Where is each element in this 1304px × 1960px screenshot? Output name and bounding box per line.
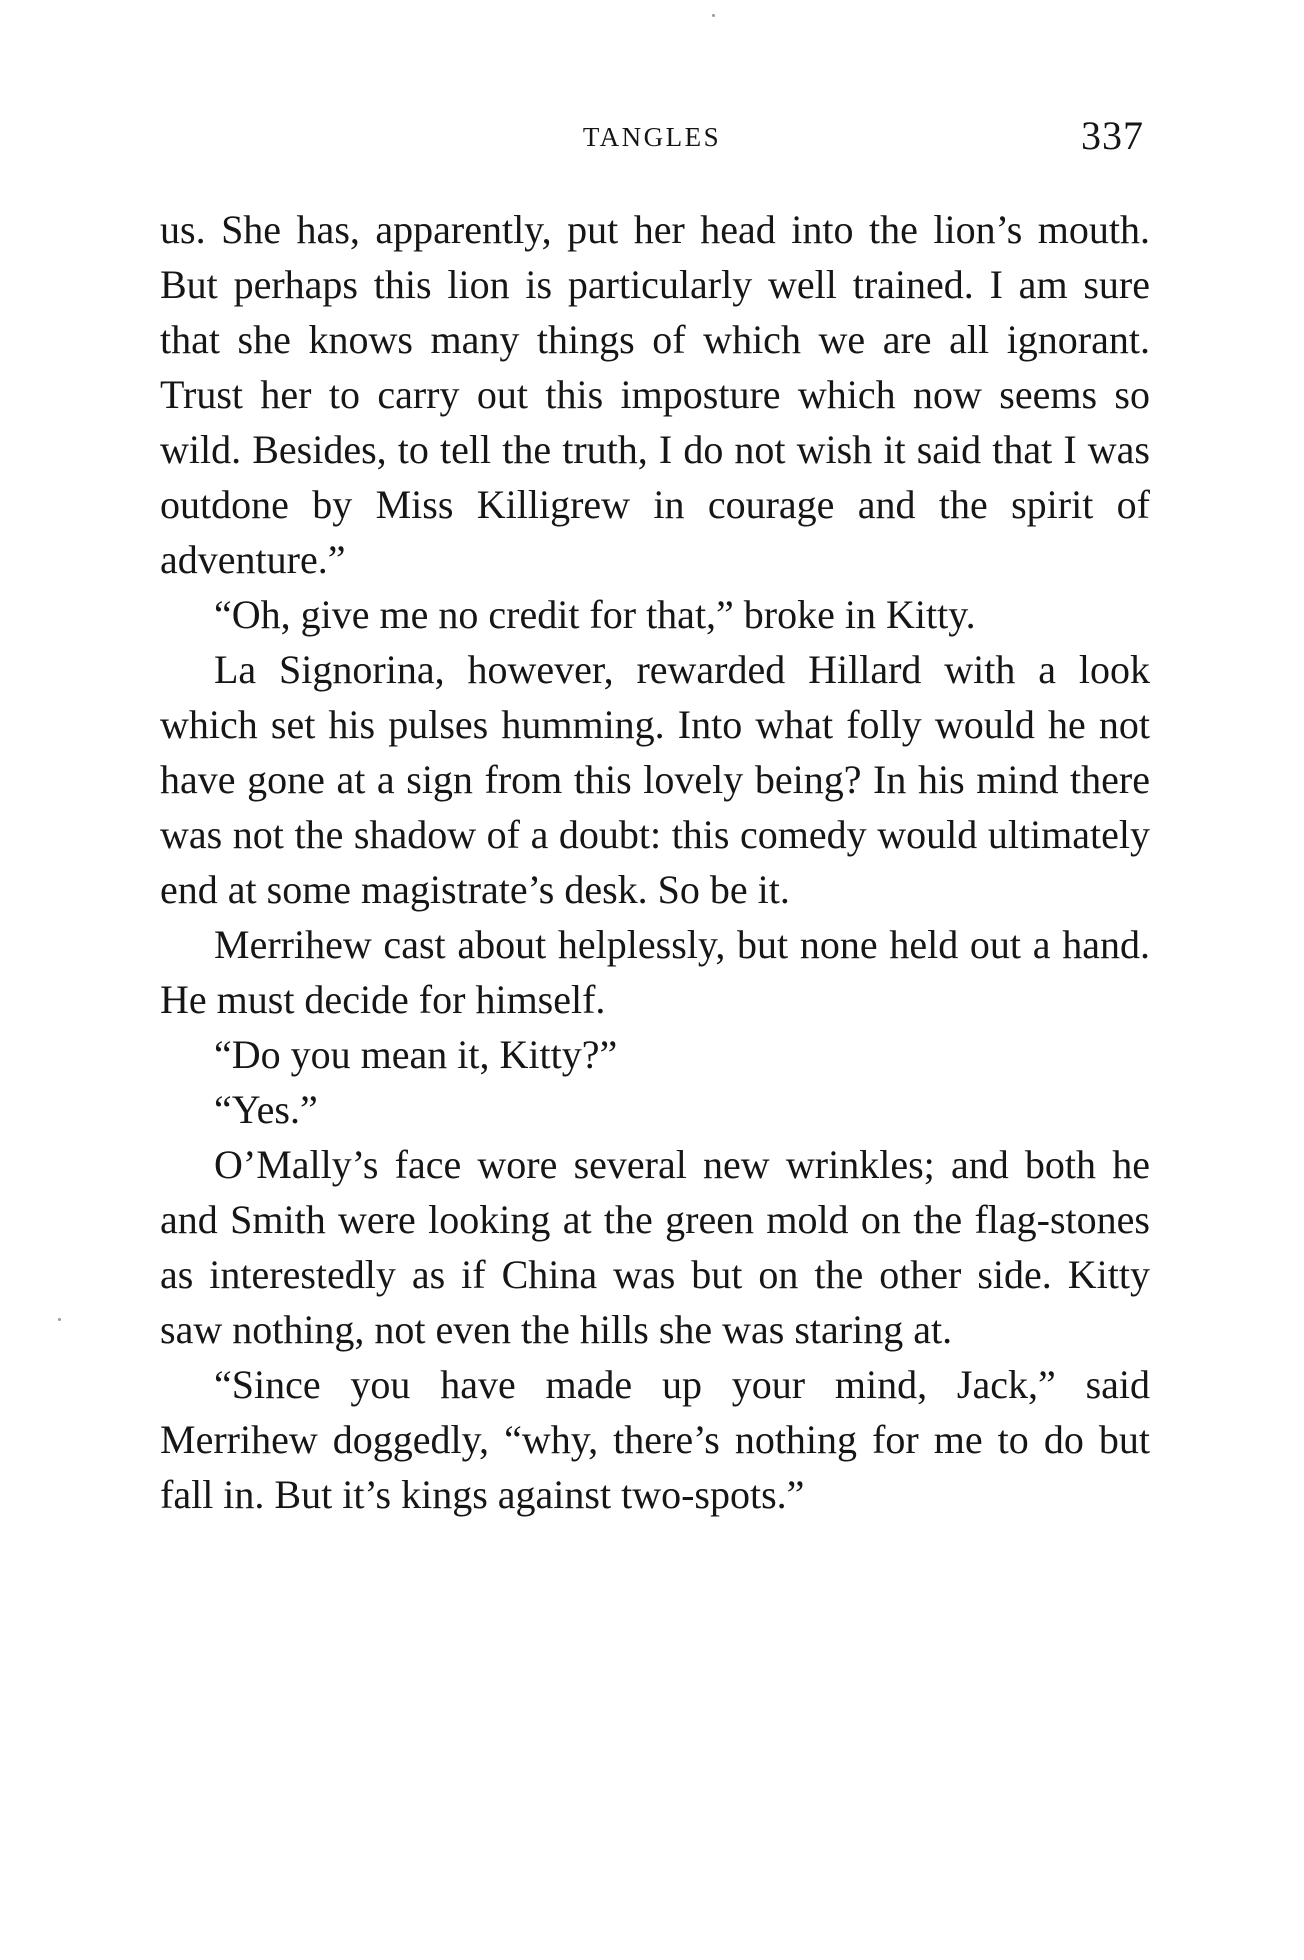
- paragraph: “Yes.”: [214, 1087, 318, 1132]
- paragraph: La Signorina, however, rewarded Hillard with a look which set his pulses humming. Into what folly would he not have gone at a sign from this lovely being? In his mind there was not the shadow of a doubt: this comedy would ultimately end at some magistrate’s desk. So be it.: [160, 647, 1150, 912]
- paragraph: “Oh, give me no credit for that,” broke in Kitty.: [214, 592, 976, 637]
- page-header: [160, 112, 1144, 172]
- page-number: 337: [1081, 113, 1144, 158]
- body-text: [160, 202, 1150, 1522]
- paragraph: “Since you have made up your mind, Jack,” said Merrihew doggedly, “why, there’s nothing for me to do but fall in. But it’s kings against two-spots.”: [160, 1362, 1150, 1517]
- paper-speck: [712, 14, 715, 17]
- paragraph: Merrihew cast about helplessly, but none held out a hand. He must decide for himself.: [160, 922, 1150, 1022]
- running-title: TANGLES: [582, 122, 722, 152]
- paragraph: “Do you mean it, Kitty?”: [214, 1032, 618, 1077]
- paper-speck: [58, 1318, 61, 1321]
- paragraph: O’Mally’s face wore several new wrinkles; and both he and Smith were looking at the green mold on the flag-stones as interestedly as if China was but on the other side. Kitty saw nothing, not even the hills she was staring at.: [160, 1142, 1150, 1352]
- paragraph-continued: us. She has, apparently, put her head into the lion’s mouth. But perhaps this lion is particularly well trained. I am sure that she knows many things of which we are all ignorant. Trust her to carry out this imposture which now seems so wild. Besides, to tell the truth, I do not wish it said that I was outdone by Miss Killigrew in courage and the spirit of adventure.”: [160, 207, 1150, 582]
